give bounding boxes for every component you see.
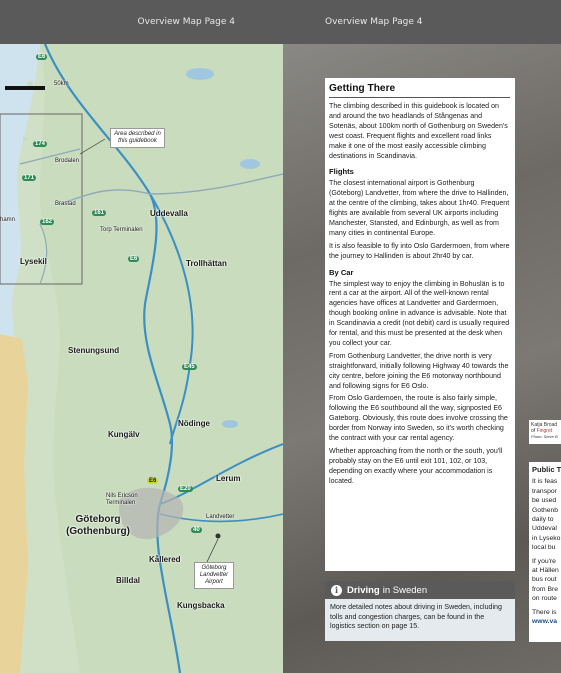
public-transport-para-2: [532, 557, 561, 604]
photo-caption: [529, 420, 561, 444]
place-brodalen: Brodalen: [55, 158, 80, 164]
side-line: in Lyseko: [532, 534, 561, 542]
right-header-label: Overview Map Page 4: [325, 17, 423, 27]
place-kungsbacka: Kungsbacka: [177, 601, 225, 610]
route-162-badge: 162: [42, 219, 53, 225]
place-kungalv: Kungälv: [108, 430, 140, 439]
side-line: It is feas: [532, 478, 558, 486]
info-icon: i: [331, 585, 342, 596]
place-nodinge: Nödinge: [178, 419, 210, 428]
route-e6-badge-mid: E6: [130, 256, 138, 262]
caption-credit: Photo: Steve B: [531, 434, 558, 439]
island: [23, 137, 27, 141]
driving-info-header: [325, 581, 515, 599]
info-title-bold: Driving: [347, 584, 380, 596]
route-e20-badge: E20: [180, 486, 191, 492]
getting-there-panel: [325, 78, 515, 571]
info-title-rest: in Sweden: [382, 584, 428, 596]
side-line: at Hällen: [532, 567, 559, 575]
side-line: from Bre: [532, 585, 559, 593]
info-text: More detailed notes about driving in Sweden, including tolls and congestion charges, can be found in the logistics section on page 15.: [330, 603, 502, 631]
right-page: [283, 0, 561, 673]
place-uddevalla: Uddevalla: [150, 209, 188, 218]
place-goteborg: Göteborg (Gothenburg): [66, 514, 130, 537]
public-transport-para-1: [532, 477, 561, 552]
place-lerum: Lerum: [216, 474, 241, 483]
airport-callout: Göteborg Landvetter Airport: [194, 562, 234, 589]
lake: [186, 68, 214, 80]
place-torp: Torp Terminalen: [100, 227, 143, 233]
website-link[interactable]: www.va: [532, 618, 558, 626]
lake: [222, 420, 238, 428]
side-line: local bu: [532, 544, 556, 552]
area-callout: Area described in this guidebook: [110, 128, 165, 148]
public-transport-para-3: [532, 608, 561, 627]
place-lysekil: Lysekil: [20, 257, 47, 266]
airport-marker: [216, 534, 221, 539]
by-car-heading: By Car: [329, 267, 354, 277]
side-line: Uddeval: [532, 525, 557, 533]
side-line: bus rout: [532, 576, 557, 584]
route-174-badge: 174: [35, 141, 46, 147]
route-e6-badge-north: E6: [38, 54, 46, 60]
place-stenungsund: Stenungsund: [68, 346, 120, 355]
caption-line-1: Katja Broad: [531, 422, 558, 428]
left-page-header: [0, 0, 283, 44]
car-paragraph-3: From Oslo Gardemoen, the route is also fairly simple, following the E6 southbound all the way, signposted E6 Gateborg. Obviously, this route does involve crossing the border from Norway into Sweden, so it's worth checking the contract with your car rental agency.: [329, 394, 508, 443]
right-page-header: [283, 0, 561, 44]
side-line: If you're: [532, 557, 556, 565]
place-hamn: hamn: [0, 217, 16, 223]
side-line: be used: [532, 497, 557, 505]
car-paragraph-2: From Gothenburg Landvetter, the drive north is very straightforward, initially following Highway 40 towards the city centre, before joining the E6 motorway northbound and following signs for E6 Oslo.: [329, 351, 509, 390]
car-paragraph-4: Whether approaching from the north or the south, you'll probably stay on the E6 until exit 101, 102, or 103, depending on exactly where your accommodation is located.: [329, 447, 503, 485]
side-line: on route: [532, 595, 557, 603]
place-kallered: Kållered: [149, 555, 181, 564]
place-trollhattan: Trollhättan: [186, 259, 227, 268]
public-transport-heading: Public T: [532, 465, 561, 474]
flights-paragraph-2: It is also feasible to fly into Oslo Gardermoen, from where the journey to Hallinden is about 2hr40 by car.: [329, 241, 510, 260]
place-landvetter: Landvetter: [206, 514, 235, 520]
caption-route: Fingret: [536, 428, 553, 434]
place-billdal: Billdal: [116, 576, 141, 585]
side-line: transpor: [532, 487, 557, 495]
scale-label: 50km: [54, 81, 69, 87]
flights-heading: Flights: [329, 167, 354, 177]
route-161-badge: 161: [94, 210, 105, 216]
side-line: There is: [532, 608, 557, 616]
caption-of: of: [531, 428, 536, 434]
scale-bar: [5, 86, 45, 90]
inset-terrain: [0, 334, 28, 673]
side-line: Gothenb: [532, 506, 559, 514]
left-header-label: Overview Map Page 4: [137, 17, 235, 27]
flights-paragraph-1: The closest international airport is Gothenburg (Göteborg) Landvetter, from where the drive to Hallinden, at the centre of the climbing, takes about 1hr40. Frequent flights are available from several UK airports including Manchester, Stansted, and Edinburgh, as well as from many cities in continental Europe.: [329, 179, 510, 237]
route-e45-badge: E45: [184, 364, 195, 370]
side-line: daily to: [532, 516, 554, 524]
section-title: Getting There: [329, 82, 510, 98]
place-brastad: Brastad: [55, 201, 76, 207]
place-nils-ericson: Nils Ericson Terminalen: [106, 493, 138, 506]
route-171-badge: 171: [24, 175, 35, 181]
driving-info-box: [325, 599, 515, 641]
route-40-badge: 40: [193, 527, 200, 533]
route-e6-badge-south: E6: [149, 478, 157, 484]
public-transport-column: [529, 462, 561, 642]
car-paragraph-1: The simplest way to enjoy the climbing in Bohuslän is to rent a car at the airport. All of the well-known rental agencies have offices at Landvetter and Gardermoen, though booking online in advance is advisable. Note that in Scandinavia a credit (not debit) card is usually required for rental, and this must be presented at the desk when you collect your car.: [329, 279, 510, 347]
intro-paragraph: The climbing described in this guidebook is located on and around the two headlands of Stångenas and Sotenäs, about 100km north of Gothenburg on Sweden's west coast. Frequent flights and excellent road links make it one of the most easily accessible climbing destinations in Scandinavia.: [329, 102, 508, 160]
overview-map[interactable]: [0, 44, 283, 673]
lake: [240, 159, 260, 169]
